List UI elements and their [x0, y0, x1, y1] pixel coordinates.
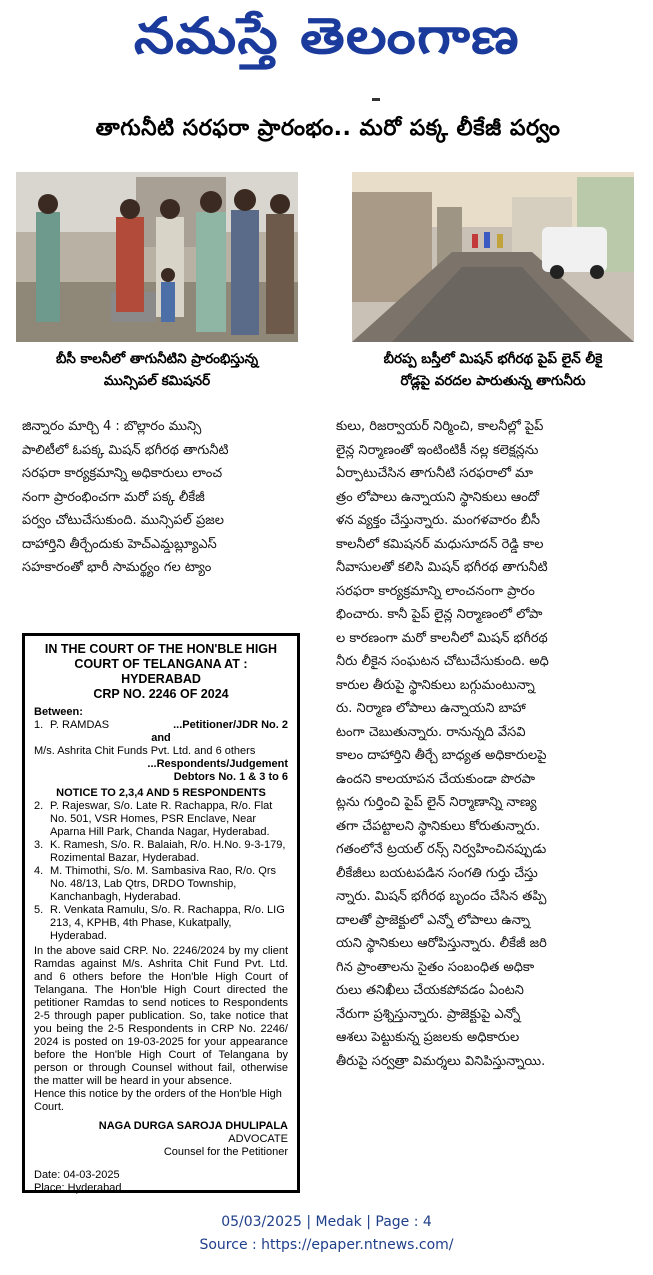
article-line: కులు, రిజర్వాయర్ నిర్మించి, కాలనీల్లో పైప్ — [336, 419, 544, 434]
and-label: and — [151, 732, 171, 744]
respondent-item — [34, 800, 288, 839]
article-line: సరఫరా కార్యక్రమాన్ని లాంచనంగా ప్రారం — [336, 583, 535, 599]
article-line: గతంలోనే ట్రయల్ రన్స్ నిర్వహించినప్పుడు — [336, 842, 547, 857]
petitioner-row — [34, 719, 288, 732]
article-line: కాలం దాహార్తిని తీర్చే బాధ్యత అధికారులపై — [336, 748, 547, 763]
divider-mark — [372, 98, 380, 101]
counsel-line: Counsel for the Petitioner — [163, 1146, 288, 1158]
article-line: త్రం లోపాలు ఉన్నాయని స్థానికులు ఆందో — [336, 489, 540, 505]
respondent-address: M. Thimothi, S/o. M. Sambasiva Rao, R/o. Qrs No. 48/13, Lab Qtrs, DRDO Township, Kanchanbagh, Hyderabad. — [50, 865, 276, 903]
between-label: Between: — [34, 706, 83, 718]
footer-source-link[interactable]: Source : https://epaper.ntnews.com/ — [199, 1237, 454, 1253]
article-line: కారుల తీరుపై స్థానికులు బగ్గుమంటున్నా — [336, 677, 535, 693]
respondent-item — [34, 839, 288, 865]
notice-order-line: Hence this notice by the orders of the Hon'ble High Court. — [34, 1088, 282, 1113]
article-headline: తాగునీటి సరఫరా ప్రారంభం.. మరో పక్క లీకేజీ పర్వం — [95, 116, 561, 141]
photo-pipeline-leak-street — [352, 172, 634, 342]
article-line: నంగా ప్రారంభించగా మరో పక్క లీకేజీ — [22, 489, 205, 505]
respondent-address: P. Rajeswar, S/o. Late R. Rachappa, R/o. Flat No. 501, VSR Homes, PSR Enclave, Near Aparna Hill Park, Chanda Nagar, Hyderabad. — [50, 800, 273, 838]
footer-edition-info: 05/03/2025 | Medak | Page : 4 — [221, 1214, 432, 1230]
article-line: నీవాసులతో కలిసి మిషన్ భగీరథ తాగునీటి — [336, 560, 548, 575]
petitioner-number: 1. — [34, 719, 44, 731]
court-title — [34, 642, 288, 702]
article-line: ల కారణంగా మరో కాలనీలో మిషన్ భగీరథ — [336, 630, 548, 646]
photo-caption-left — [16, 348, 298, 392]
advocate-name: NAGA DURGA SAROJA DHULIPALA — [98, 1120, 288, 1132]
article-line: పాలిటీలో ఓపక్క మిషన్ భగీరథ తాగునీటి — [22, 442, 229, 458]
respondent-number: 2. — [34, 800, 44, 812]
article-line: ఏర్పాటుచేసిన తాగునీటి సరఫరాలో మా — [336, 466, 534, 481]
article-line: ట్లను గుర్తించి పైప్ లైన్ నిర్మాణాన్ని నాణ్య — [336, 795, 537, 810]
article-column-left — [22, 415, 312, 580]
advocate-title: ADVOCATE — [228, 1133, 288, 1145]
article-line: టంగా చెబుతున్నారు. రానున్నది వేసవి — [336, 724, 526, 740]
article-line: దాలతో ప్రాజెక్టులో ఎన్నో లోపాలు ఉన్నా — [336, 912, 531, 928]
article-line: నేరుగా ప్రశ్నిస్తున్నారు. ప్రాజెక్టుపై ఎన్నో — [336, 1006, 521, 1022]
respondent-item — [34, 904, 288, 943]
respondents-role: ...Respondents/Judgement — [147, 758, 288, 770]
article-line: దాహార్తిని తీర్చేందుకు హెచ్ఎమ్డబ్ల్యూఎస్ — [22, 536, 217, 552]
caption-line: రోడ్లపై వరదల పారుతున్న తాగునీరు — [400, 373, 586, 389]
article-line: రు. నిర్మాణ లోపాలు ఉన్నాయని బాహా — [336, 701, 526, 716]
court-title-line: COURT OF TELANGANA AT : HYDERABAD — [74, 657, 248, 686]
photo-caption-right — [352, 348, 634, 392]
article-line: ఆశలు పెట్టుకున్న ప్రజలకు అధికారుల — [336, 1030, 520, 1045]
court-title-line: CRP NO. 2246 OF 2024 — [93, 687, 229, 701]
respondents-name: M/s. Ashrita Chit Funds Pvt. Ltd. and 6 others — [34, 745, 256, 757]
photo-commissioner-inauguration — [16, 172, 298, 342]
article-line: కాలనీలో కమిషనర్ మధుసూదన్ రెడ్డి కాల — [336, 536, 544, 552]
respondent-address: R. Venkata Ramulu, S/o. R. Rachappa, R/o. LIG 213, 4, KPHB, 4th Phase, Kukatpally, Hyderabad. — [50, 904, 285, 942]
respondent-number: 4. — [34, 865, 44, 877]
article-line: తీరుపై సర్వత్రా విమర్శలు వినిపిస్తున్నాయి. — [336, 1053, 546, 1069]
respondent-number: 3. — [34, 839, 44, 851]
caption-line: బీసీ కాలనీలో తాగునీటిని ప్రారంభిస్తున్న — [55, 351, 259, 367]
court-title-line: IN THE COURT OF THE HON'BLE HIGH — [44, 642, 278, 656]
article-line: సహకారంతో భారీ సామర్థ్యం గల ట్యాం — [22, 560, 212, 575]
article-line: ళన వ్యక్తం చేస్తున్నారు. మంగళవారం బీసీ — [336, 513, 540, 528]
masthead-logo: నమస్తే తెలంగాణ — [133, 6, 520, 65]
notice-date: Date: 04-03-2025 — [34, 1169, 120, 1181]
article-line: గిన ప్రాంతాలను సైతం సంబంధిత అధికా — [336, 959, 535, 975]
petitioner-role: ...Petitioner/JDR No. 2 — [173, 719, 288, 731]
respondent-item — [34, 865, 288, 904]
respondent-address: K. Ramesh, S/o. R. Balaiah, R/o. H.No. 9-3-179, Rozimental Bazar, Hyderabad. — [50, 839, 286, 864]
court-notice-box — [22, 633, 300, 1193]
caption-line: బీరప్ప బస్తీలో మిషన్ భగీరథ పైప్ లైన్ లీకై — [383, 351, 603, 367]
article-line: పర్వం చోటుచేసుకుంది. మున్సిపల్ ప్రజల — [22, 513, 224, 528]
article-line: నీరు లీకైన సంఘటన చోటుచేసుకుంది. అధి — [336, 654, 549, 669]
debtors-line: Debtors No. 1 & 3 to 6 — [173, 771, 288, 783]
notice-body: In the above said CRP. No. 2246/2024 by my client Ramdas against M/s. Ashrita Chit Fund Pvt. Ltd. and 6 others before the Hon'ble High Court of Telangana. The Hon'ble High Court directed the petitioner Ramdas to send notices to Respondents 2-5 through paper publication. So, take notice that you being the 2-5 Respondents in CRP No. 2246/ 2024 is posted on 19-03-2025 for your appearance before the Hon'ble High Court of Telangana by person or through Counsel without fail, otherwise the matter will be heard in your absence. — [34, 945, 288, 1087]
article-column-right — [336, 415, 636, 1073]
article-line: ఉందని కాలయాపన చేయకుండా పొరపా — [336, 771, 536, 787]
article-line: లీకేజీలు బయటపడిన సంగతి గుర్తు చేస్తు — [336, 865, 538, 881]
article-line: రులు తనిఖీలు చేయకపోవడం ఏంటని — [336, 983, 524, 998]
article-line: యని స్థానికులు ఆరోపిస్తున్నారు. లీకేజీ జరి — [336, 936, 547, 951]
article-line: భించారు. కానీ పైప్ లైన్ల నిర్మాణంలో లోపా — [336, 607, 543, 622]
article-line: జిన్నారం మార్చి 4 : బొల్లారం మున్సి — [22, 419, 202, 434]
article-line: లైన్ల నిర్మాణంతో ఇంటింటికీ నల్ల కలెక్షన్లను — [336, 442, 539, 458]
article-line: తగా చేపట్టాలని స్థానికులు కోరుతున్నారు. — [336, 818, 541, 834]
respondent-number: 5. — [34, 904, 44, 916]
petitioner-name: P. RAMDAS — [50, 719, 110, 731]
article-line: న్నారు. మిషన్ భగీరథ బృందం చేసిన తప్పి — [336, 889, 547, 904]
caption-line: మున్సిపల్ కమిషనర్ — [103, 373, 211, 389]
notice-place: Place: Hyderabad — [34, 1182, 122, 1194]
notice-heading: NOTICE TO 2,3,4 AND 5 RESPONDENTS — [56, 787, 266, 799]
article-line: సరఫరా కార్యక్రమాన్ని అధికారులు లాంచ — [22, 466, 223, 481]
